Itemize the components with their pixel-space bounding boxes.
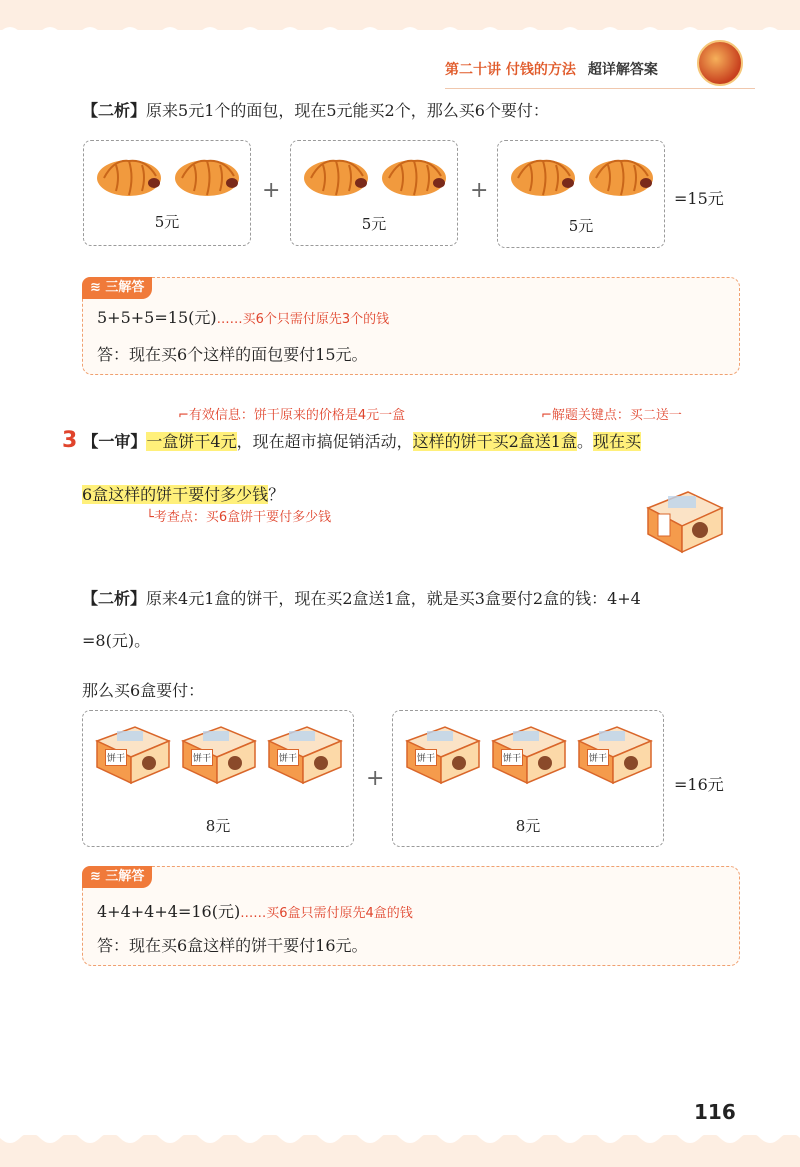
section2-analysis-line1 xyxy=(82,586,641,609)
biscuit-group-2 xyxy=(392,710,664,847)
note-info-text: 有效信息：饼干原来的价格是4元一盒 xyxy=(188,408,406,423)
total-result: =15元 xyxy=(674,189,724,208)
section2-analysis-line2: =8(元)。 xyxy=(82,631,151,650)
bread-icon-pair xyxy=(94,151,244,201)
running-header xyxy=(445,54,731,84)
box-label: 饼干 xyxy=(105,749,127,766)
biscuit-row xyxy=(95,723,343,785)
analysis-text: 原来4元1盒的饼干，现在买2盒送1盒，就是买3盒要付2盒的钱：4+4 xyxy=(146,589,641,608)
bottom-wave-border xyxy=(0,1128,800,1148)
answer-equation xyxy=(97,305,389,328)
group-price-label: 5元 xyxy=(361,215,387,233)
top-wave-border xyxy=(0,22,800,42)
biscuit-box-icon xyxy=(181,723,257,785)
equation-note: ……买6个只需付原先3个的钱 xyxy=(216,312,390,327)
group-price-label: 5元 xyxy=(154,213,180,231)
biscuit-box-icon xyxy=(491,723,567,785)
biscuit-box-icon xyxy=(577,723,653,785)
bread-group-2 xyxy=(290,140,458,246)
biscuit-box-icon xyxy=(405,723,481,785)
section2-then: 那么买6盒要付： xyxy=(82,681,205,700)
answer-tag: ≋ 三解答 xyxy=(82,277,152,299)
answer-sentence: 答：现在买6盒这样的饼干要付16元。 xyxy=(97,936,368,955)
answer-tag: ≋ 三解答 xyxy=(82,866,152,888)
answer-box-1 xyxy=(82,277,740,375)
analysis-text: 原来5元1个的面包，现在5元能买2个，那么买6个要付： xyxy=(146,101,549,120)
equation: 4+4+4+4=16(元) xyxy=(97,902,241,921)
highlight-price: 一盒饼干4元 xyxy=(146,432,237,451)
highlight-promo: 这样的饼干买2盒送1盒 xyxy=(412,432,577,451)
highlight-question: 现在买 xyxy=(593,432,642,451)
chapter-title: 第二十讲 付钱的方法 xyxy=(445,62,576,78)
note-key-point: ⌐解题关键点：买二送一 xyxy=(541,408,682,423)
note-exam-text: 考查点：买6盒饼干要付多少钱 xyxy=(153,510,332,525)
question-text: ，现在超市搞促销活动， xyxy=(236,432,413,451)
group-price-label: 8元 xyxy=(515,817,541,835)
box-label: 饼干 xyxy=(415,749,437,766)
box-label: 饼干 xyxy=(501,749,523,766)
bread-group-3 xyxy=(497,140,665,248)
box-label: 饼干 xyxy=(191,749,213,766)
biscuit-row xyxy=(405,723,653,785)
question3-line1 xyxy=(62,428,641,453)
bread-group-1 xyxy=(83,140,251,246)
note-effective-info: ⌐有效信息：饼干原来的价格是4元一盒 xyxy=(178,408,406,423)
bread-icon-pair xyxy=(508,151,658,201)
highlight-question: 6盒这样的饼干要付多少钱 xyxy=(82,485,269,504)
question-text: 。 xyxy=(577,432,594,451)
review-tag: 【一审】 xyxy=(82,432,147,451)
note-key-text: 解题关键点：买二送一 xyxy=(551,408,682,423)
answer-equation xyxy=(97,899,413,922)
analysis-tag: 【二析】 xyxy=(82,589,147,608)
box-label: 饼干 xyxy=(587,749,609,766)
equation: 5+5+5=15(元) xyxy=(97,308,217,327)
question-number: 3 xyxy=(62,428,78,453)
total-result: =16元 xyxy=(674,775,724,794)
biscuit-box-icon xyxy=(644,486,726,556)
question-mark: ？ xyxy=(268,485,285,504)
plus-sign: + xyxy=(262,178,281,203)
book-logo xyxy=(697,40,743,86)
note-exam-point: └考查点：买6盒饼干要付多少钱 xyxy=(146,510,332,525)
group-price-label: 5元 xyxy=(568,217,594,235)
answer-box-2 xyxy=(82,866,740,966)
group-price-label: 8元 xyxy=(205,817,231,835)
biscuit-group-1 xyxy=(82,710,354,847)
plus-sign: + xyxy=(366,766,385,791)
equation-note: ……买6盒只需付原先4盒的钱 xyxy=(240,906,413,921)
biscuit-box-icon xyxy=(267,723,343,785)
section1-analysis xyxy=(82,98,549,121)
box-label: 饼干 xyxy=(277,749,299,766)
question3-line2 xyxy=(82,482,284,505)
biscuit-box-icon xyxy=(95,723,171,785)
plus-sign: + xyxy=(470,178,489,203)
book-title: 超详解答案 xyxy=(587,62,658,78)
bread-icon-pair xyxy=(301,151,451,201)
header-divider xyxy=(445,88,755,89)
analysis-tag: 【二析】 xyxy=(82,101,147,120)
page-number: 116 xyxy=(694,1100,736,1124)
answer-sentence: 答：现在买6个这样的面包要付15元。 xyxy=(97,345,368,364)
